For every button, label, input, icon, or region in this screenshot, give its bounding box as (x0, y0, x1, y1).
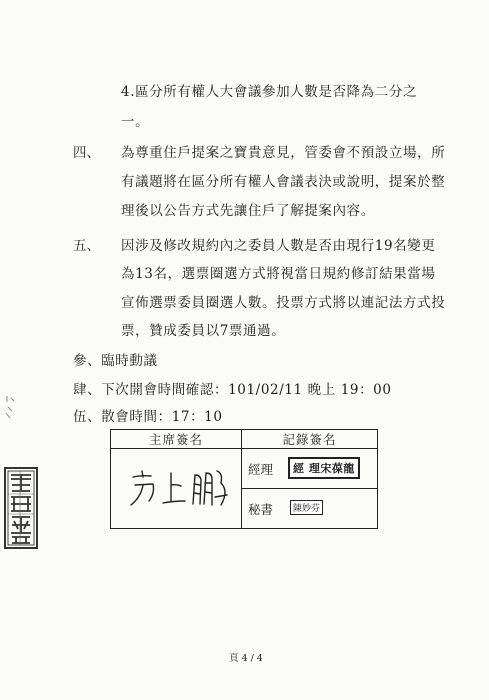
chair-signature (111, 449, 241, 525)
section5-line1: 因涉及修改規約內之委員人數是否由現行19名變更 (121, 238, 436, 254)
manager-stamp: 經 理宋葆龍 (288, 457, 360, 479)
section5-label: 五、 (73, 238, 100, 254)
secretary-stamp: 陳妙芬 (290, 500, 323, 515)
section4-line2: 有議題將在區分所有權人會議表決或說明，提案於整 (121, 174, 446, 190)
manager-cell (242, 449, 378, 489)
section4-line3: 理後以公告方式先讓住戶了解提案內容。 (121, 203, 375, 219)
next-meeting-time: 肆、下次開會時間確認：101/02/11 晚上 19：00 (73, 382, 392, 398)
item4-line2: 一。 (121, 114, 150, 130)
chair-signature-cell (111, 449, 242, 529)
adjourn-time: 伍、散會時間：17：10 (73, 409, 223, 425)
section4-line1: 為尊重住戶提案之寶貴意見，管委會不預設立場，所 (121, 145, 446, 161)
chair-signature-header: 主席簽名 (111, 430, 242, 449)
item4-line1: 4.區分所有權人大會議參加人數是否降為二分之 (121, 84, 418, 100)
section5-line2: 為13名，選票圈選方式將視當日規約修訂結果當場 (121, 266, 436, 282)
manager-label: 經理 (248, 462, 274, 477)
chinese-seal-icon (4, 467, 38, 553)
section4-label: 四、 (73, 145, 100, 161)
extempore-motion: 參、臨時動議 (73, 353, 158, 369)
section5-line4: 票，贊成委員以7票通過。 (121, 323, 286, 339)
page-number: 頁 4 / 4 (229, 653, 263, 664)
secretary-cell (242, 489, 378, 529)
section5-line3: 宣佈選票委員圈選人數。投票方式將以連記法方式投 (121, 295, 446, 311)
signature-table (110, 429, 378, 529)
record-signature-header: 記錄簽名 (242, 430, 378, 449)
secretary-label: 秘書 (248, 502, 274, 517)
scan-noise (2, 393, 22, 427)
